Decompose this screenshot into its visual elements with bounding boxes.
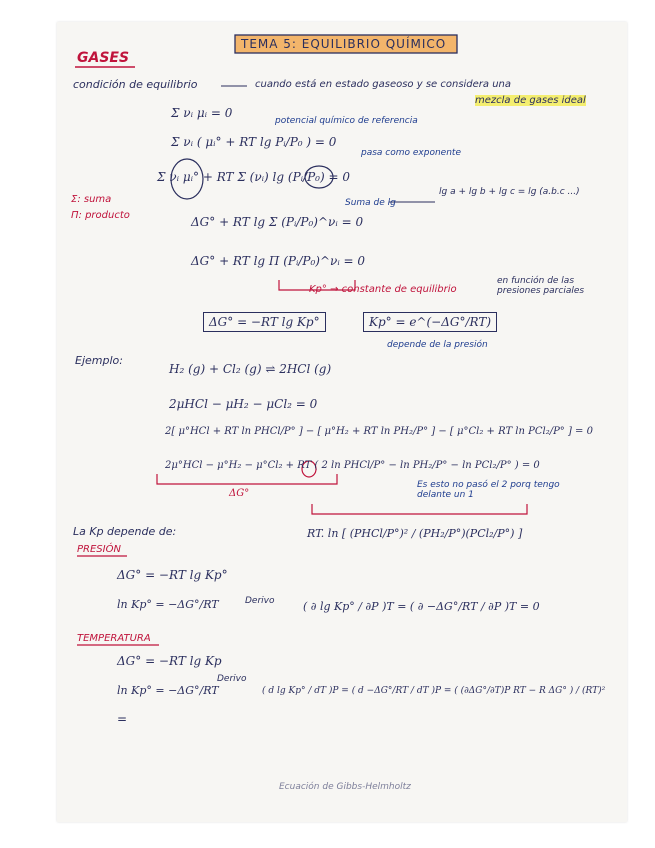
delta-bracket — [157, 474, 337, 484]
delta-label: ΔG° — [229, 488, 250, 499]
intro-lead: condición de equilibrio — [73, 78, 198, 91]
boxed-equation-1: ΔG° = −RT lg Kp° — [203, 312, 326, 332]
equation-1: Σ νᵢ μᵢ = 0 — [171, 106, 233, 120]
temperature-eq-2: ln Kp° = −ΔG°/RT — [117, 684, 219, 697]
intro-highlight: mezcla de gases ideal — [475, 95, 586, 106]
note-logs: lg a + lg b + lg c = lg (a.b.c ...) — [439, 187, 580, 197]
derivo-pressure: Derivo — [245, 596, 275, 606]
reaction: H₂ (g) + Cl₂ (g) ⇌ 2HCl (g) — [169, 362, 332, 376]
pressure-eq-2: ln Kp° = −ΔG°/RT — [117, 598, 219, 611]
equation-2: Σ νᵢ ( μᵢ° + RT lg Pᵢ/P₀ ) = 0 — [171, 135, 337, 149]
temperature-label: TEMPERATURA — [77, 633, 151, 644]
example-note: Es esto no pasó el 2 porq tengo delante un 1 — [417, 480, 560, 500]
note-depende: depende de la presión — [387, 340, 488, 350]
temperature-eq-3: ( d lg Kp° / dT )P = ( d −ΔG°/RT / dT )P = ( (∂ΔG°/∂T)P RT − R ΔG° ) / (RT)² — [262, 686, 606, 696]
note-exponente: pasa como exponente — [361, 148, 461, 158]
equation-3: Σ νᵢ μᵢ° + RT Σ (νᵢ) lg (Pᵢ/P₀) = 0 — [157, 170, 350, 184]
kp-depends-label: La Kp depende de: — [73, 525, 177, 538]
side-note-product: Π: producto — [71, 210, 130, 221]
equation-5: ΔG° + RT lg Π (Pᵢ/P₀)^νᵢ = 0 — [191, 254, 366, 268]
intro-text1: cuando está en estado gaseoso y se considera una — [255, 79, 512, 90]
example-eq-1: 2μHCl − μH₂ − μCl₂ = 0 — [169, 397, 318, 411]
pressure-eq-3: ( ∂ lg Kp° / ∂P )T = ( ∂ −ΔG°/RT / ∂P )T = 0 — [303, 600, 540, 613]
pressure-label: PRESIÓN — [77, 544, 121, 555]
continuation-equals: = — [117, 712, 128, 726]
note-kp: Kp° → constante de equilibrio — [309, 284, 457, 295]
heading-gases: GASES — [77, 50, 130, 66]
rtln-bracket — [312, 504, 527, 514]
side-note-sum: Σ: suma — [71, 194, 112, 205]
rt-ln-expression: RT. ln [ (PHCl/P°)² / (PH₂/P°)(PCl₂/P°) ] — [307, 527, 523, 540]
equation-4: ΔG° + RT lg Σ (Pᵢ/P₀)^νᵢ = 0 — [191, 215, 364, 229]
page-decorations — [57, 22, 627, 822]
derivo-temperature: Derivo — [217, 674, 247, 684]
boxed-equation-2: Kp° = e^(−ΔG°/RT) — [363, 312, 497, 332]
temperature-eq-1: ΔG° = −RT lg Kp — [117, 654, 222, 668]
note-potencial: potencial químico de referencia — [275, 116, 418, 126]
footer-note: Ecuación de Gibbs-Helmholtz — [279, 782, 411, 792]
example-label: Ejemplo: — [75, 354, 123, 367]
pressure-eq-1: ΔG° = −RT lg Kp° — [117, 568, 228, 582]
example-eq-3: 2μ°HCl − μ°H₂ − μ°Cl₂ + RT ( 2 ln PHCl/P° − ln PH₂/P° − ln PCl₂/P° ) = 0 — [165, 460, 540, 471]
notebook-page — [57, 22, 627, 822]
note-kp-partial: en función de las presiones parciales — [497, 276, 585, 296]
title: TEMA 5: EQUILIBRIO QUÍMICO — [241, 37, 447, 51]
note-sumas: Suma de lg — [345, 198, 396, 208]
example-eq-2: 2[ μ°HCl + RT ln PHCl/P° ] − [ μ°H₂ + RT ln PH₂/P° ] − [ μ°Cl₂ + RT ln PCl₂/P° ] = 0 — [165, 426, 593, 437]
